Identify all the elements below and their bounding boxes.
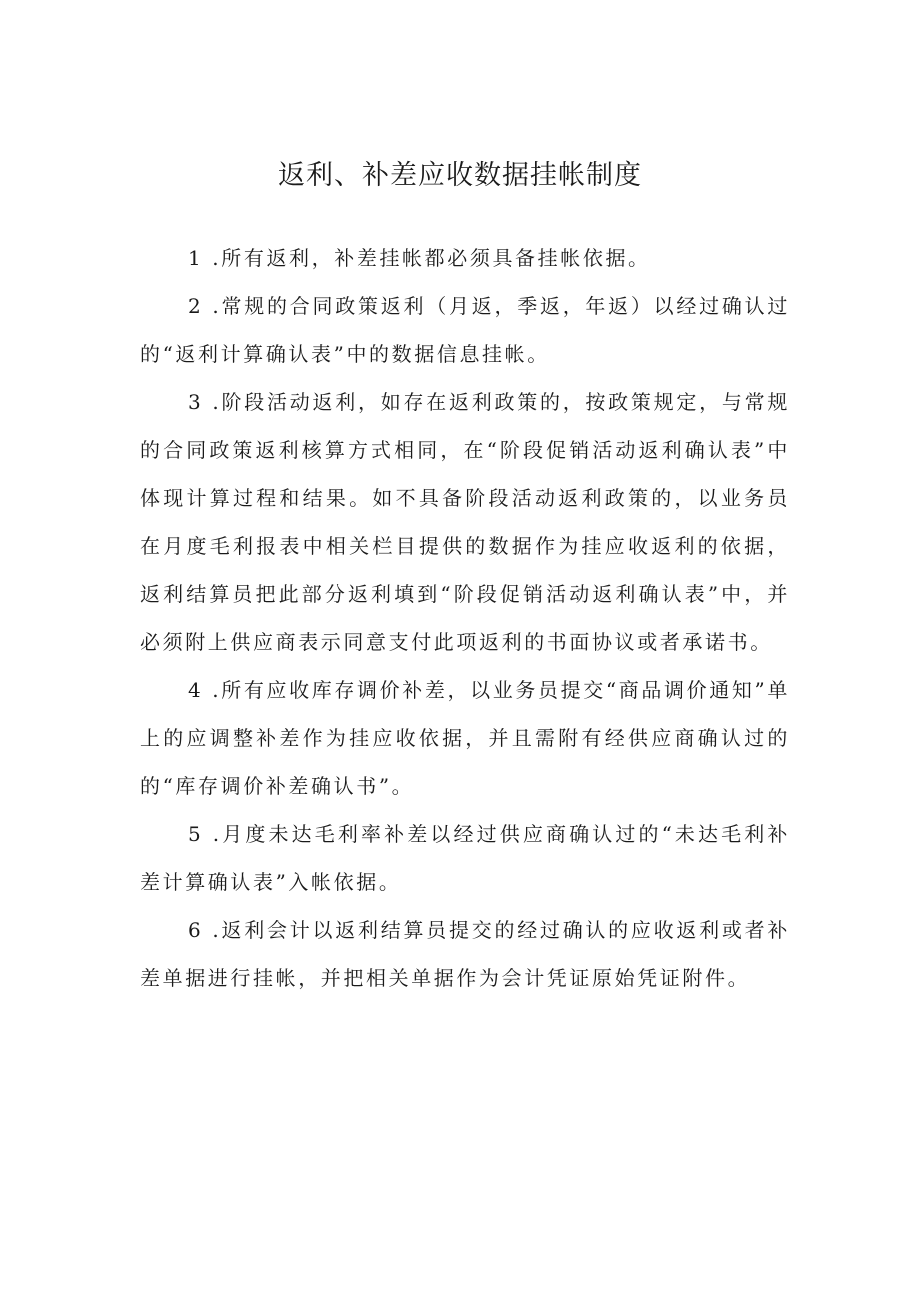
paragraph-6: 6 .返利会计以返利结算员提交的经过确认的应收返利或者补差单据进行挂帐，并把相关单据作为会计凭证原始凭证附件。 (140, 918, 790, 990)
paragraph-3: 3 .阶段活动返利，如存在返利政策的，按政策规定，与常规的合同政策返利核算方式相同，在“阶段促销活动返利确认表”中体现计算过程和结果。如不具备阶段活动返利政策的，以业务员在月度毛利报表中相关栏目提供的数据作为挂应收返利的依据，返利结算员把此部分返利填到“阶段促销活动返利确认表”中，并必须附上供应商表示同意支付此项返利的书面协议或者承诺书。 (140, 390, 790, 654)
document-body (140, 234, 790, 1002)
paragraph-2: 2 .常规的合同政策返利（月返，季返，年返）以经过确认过的“返利计算确认表”中的数据信息挂帐。 (140, 294, 790, 366)
paragraph-5: 5 .月度未达毛利率补差以经过供应商确认过的“未达毛利补差计算确认表”入帐依据。 (140, 822, 790, 894)
document-title: 返利、补差应收数据挂帐制度 (278, 160, 642, 191)
paragraph-1: 1 .所有返利，补差挂帐都必须具备挂帐依据。 (188, 246, 651, 270)
paragraph-4: 4 .所有应收库存调价补差，以业务员提交“商品调价通知”单上的应调整补差作为挂应收依据，并且需附有经供应商确认过的的“库存调价补差确认书”。 (140, 678, 790, 798)
